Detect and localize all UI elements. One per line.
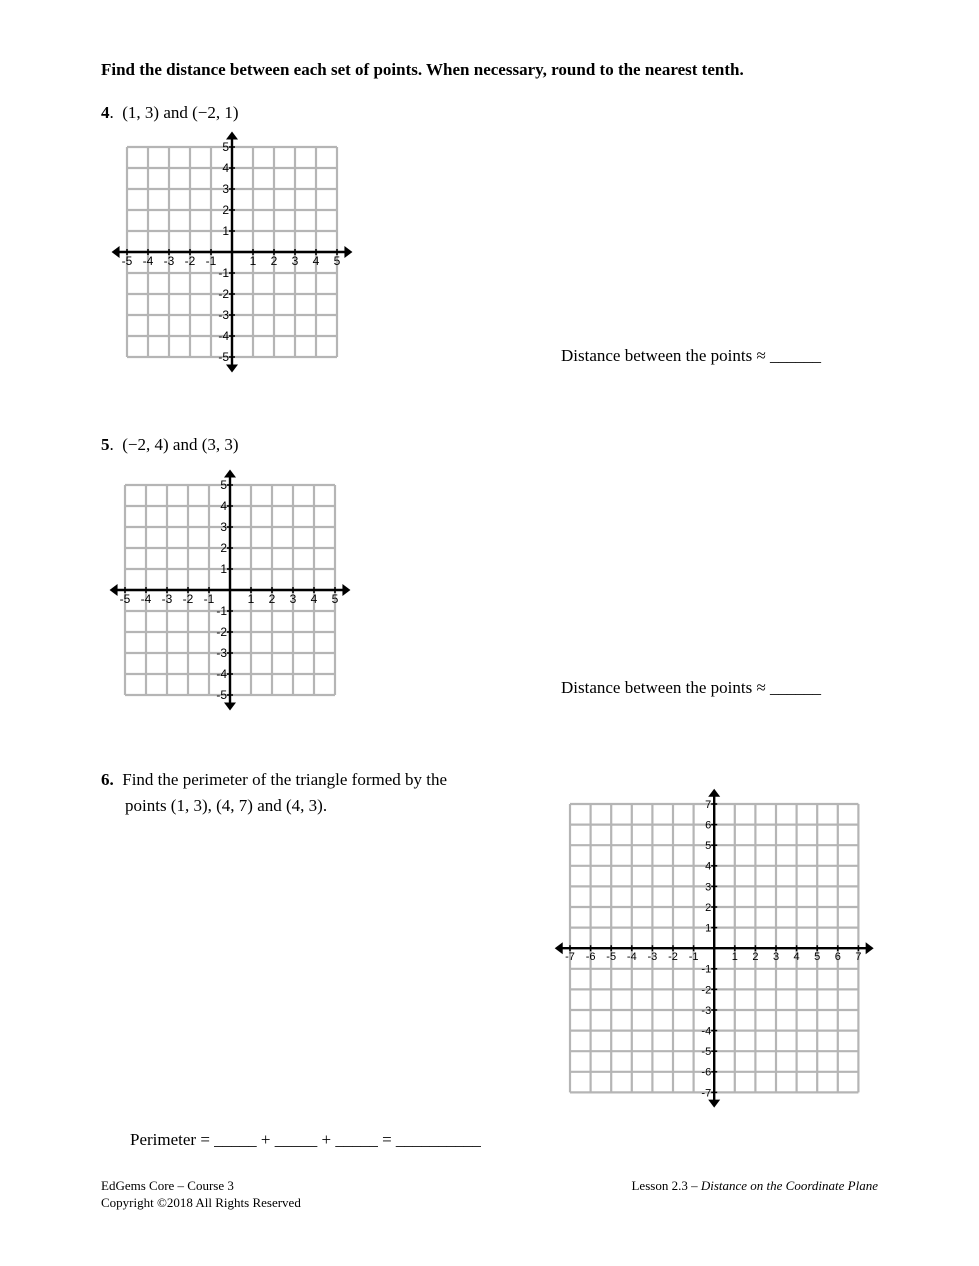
y-tick-label: 2: [220, 541, 227, 556]
perimeter-answer[interactable]: Perimeter = _____ + _____ + _____ = __________: [130, 1130, 481, 1149]
y-axis-arrow-up: [226, 132, 238, 140]
x-tick-label: 3: [291, 254, 299, 268]
y-tick-label: -4: [216, 667, 227, 682]
lesson-title: Distance on the Coordinate Plane: [700, 1178, 878, 1193]
y-tick-label: 2: [222, 203, 229, 218]
grid-problem-6: [555, 789, 874, 1108]
problem-text-line1: Find the perimeter of the triangle formed by the: [122, 770, 448, 789]
y-tick-label: -4: [218, 329, 229, 344]
x-tick-label: 1: [247, 592, 255, 606]
x-tick-label: 4: [793, 951, 800, 964]
x-axis-arrow-right: [344, 246, 352, 258]
y-tick-label: -7: [701, 1087, 712, 1100]
y-tick-label: 3: [222, 182, 229, 197]
y-tick-label: 3: [705, 881, 712, 894]
y-tick-label: -1: [216, 604, 227, 619]
x-tick-label: 1: [249, 254, 257, 268]
y-tick-label: -3: [218, 308, 229, 323]
problem-text: (−2, 4) and (3, 3): [122, 435, 239, 454]
x-tick-label: 4: [310, 592, 318, 606]
x-axis-arrow-left: [112, 246, 120, 258]
x-tick-label: -1: [688, 951, 699, 964]
x-tick-label: -4: [140, 592, 152, 606]
y-axis-arrow-up: [708, 789, 720, 797]
x-tick-label: -5: [119, 592, 131, 606]
x-tick-label: -5: [606, 951, 617, 964]
grid-problem-4: [112, 132, 353, 373]
problem-6: [101, 770, 447, 790]
copyright: Copyright ©2018 All Rights Reserved: [101, 1195, 301, 1210]
x-tick-label: -3: [647, 951, 658, 964]
y-axis-arrow-down: [226, 364, 238, 372]
x-tick-label: 2: [270, 254, 278, 268]
x-tick-label: 5: [331, 592, 339, 606]
y-tick-label: 7: [705, 798, 712, 811]
instructions: Find the distance between each set of points. When necessary, round to the nearest tenth.: [101, 60, 744, 79]
x-tick-label: -5: [121, 254, 133, 268]
y-tick-label: -4: [701, 1025, 712, 1038]
x-tick-label: 1: [731, 951, 738, 964]
y-axis-arrow-up: [224, 470, 236, 478]
distance-answer-4[interactable]: Distance between the points ≈ ______: [561, 346, 822, 365]
y-tick-label: -2: [216, 625, 227, 640]
x-tick-label: -2: [668, 951, 678, 964]
problem-5: 5. (−2, 4) and (3, 3): [101, 435, 239, 454]
y-tick-label: -2: [218, 287, 229, 302]
y-tick-label: -1: [218, 266, 229, 281]
x-tick-label: -3: [163, 254, 175, 268]
y-tick-label: 1: [705, 922, 712, 935]
problem-text: (1, 3) and (−2, 1): [122, 103, 239, 122]
x-axis-arrow-left: [555, 942, 563, 954]
y-tick-label: 5: [220, 478, 227, 493]
problem-number: 4: [101, 103, 110, 122]
y-tick-label: 1: [220, 562, 227, 577]
y-tick-label: -3: [216, 646, 227, 661]
y-tick-label: 6: [705, 819, 712, 832]
x-tick-label: -3: [161, 592, 173, 606]
x-tick-label: 5: [814, 951, 821, 964]
y-tick-label: 3: [220, 520, 227, 535]
x-axis-arrow-right: [866, 942, 874, 954]
problem-4: 4. (1, 3) and (−2, 1): [101, 103, 239, 122]
y-tick-label: -5: [218, 350, 229, 365]
x-tick-label: 4: [312, 254, 320, 268]
x-tick-label: -2: [184, 254, 196, 268]
x-axis-arrow-left: [110, 584, 118, 596]
x-tick-label: 3: [772, 951, 780, 964]
problem-text-line2: points (1, 3), (4, 7) and (4, 3).: [125, 796, 328, 815]
y-tick-label: 2: [705, 901, 712, 914]
x-tick-label: 6: [834, 951, 841, 964]
y-tick-label: 4: [220, 499, 227, 514]
x-tick-label: 5: [333, 254, 341, 268]
x-tick-label: -1: [205, 254, 217, 268]
x-tick-label: -6: [585, 951, 596, 964]
y-tick-label: 4: [222, 161, 229, 176]
x-axis-arrow-right: [342, 584, 350, 596]
y-tick-label: -6: [701, 1066, 712, 1079]
footer-right: [631, 1177, 878, 1194]
y-tick-label: -5: [216, 688, 227, 703]
x-tick-label: 3: [289, 592, 297, 606]
y-tick-label: -3: [701, 1004, 712, 1017]
footer-left: [101, 1177, 301, 1211]
y-axis-arrow-down: [708, 1100, 720, 1108]
x-tick-label: 7: [855, 951, 862, 964]
x-tick-label: -2: [182, 592, 194, 606]
y-tick-label: -2: [701, 984, 712, 997]
x-tick-label: -4: [626, 951, 637, 964]
y-tick-label: 1: [222, 224, 229, 239]
problem-number: 5: [101, 435, 110, 454]
course-name: EdGems Core – Course 3: [101, 1178, 234, 1193]
problem-number: 6.: [101, 770, 114, 789]
y-axis-arrow-down: [224, 702, 236, 710]
grid-problem-5: [110, 470, 351, 711]
distance-answer-5[interactable]: Distance between the points ≈ ______: [561, 678, 822, 697]
y-tick-label: -5: [701, 1046, 712, 1059]
x-tick-label: -7: [565, 951, 575, 964]
y-tick-label: 5: [705, 840, 712, 853]
x-tick-label: -4: [142, 254, 154, 268]
x-tick-label: 2: [752, 951, 759, 964]
x-tick-label: 2: [268, 592, 276, 606]
y-tick-label: -1: [701, 963, 712, 976]
y-tick-label: 5: [222, 140, 229, 155]
lesson-number: Lesson 2.3 –: [631, 1178, 701, 1193]
x-tick-label: -1: [203, 592, 215, 606]
y-tick-label: 4: [705, 860, 712, 873]
